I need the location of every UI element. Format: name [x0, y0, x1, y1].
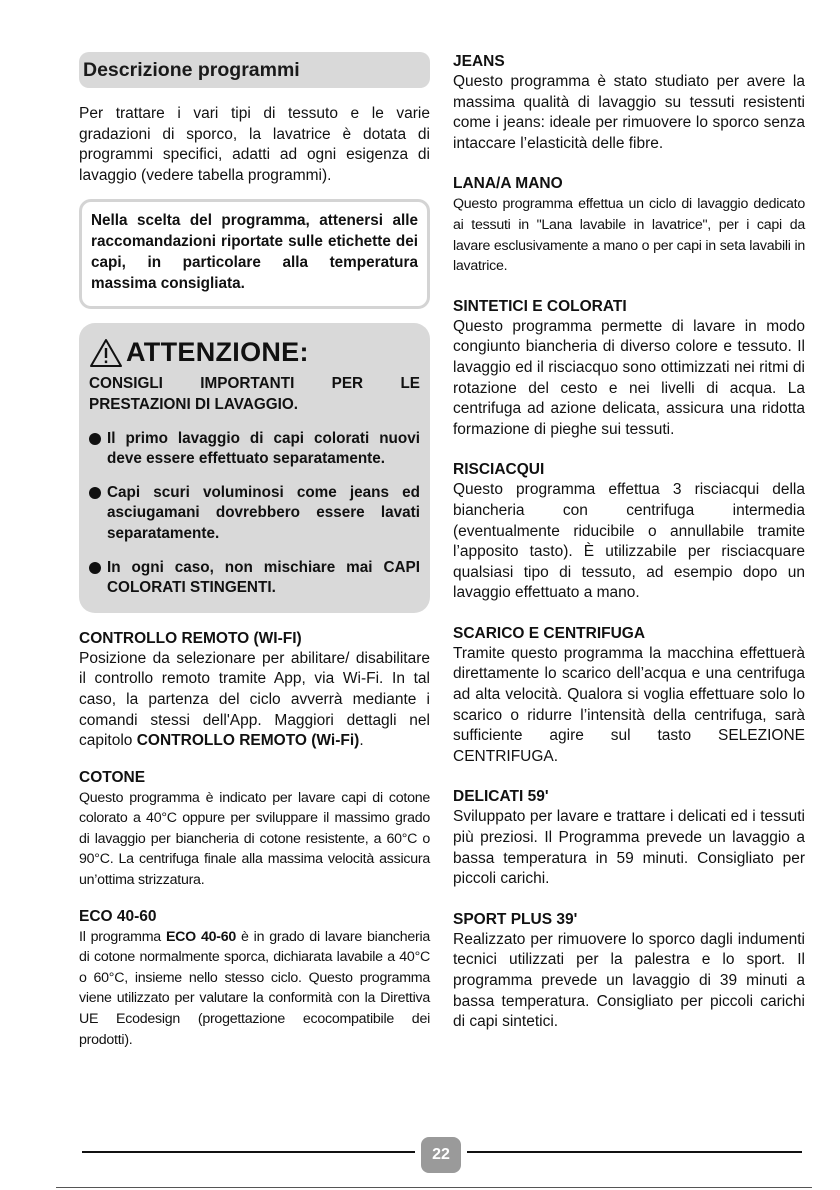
program-title: RISCIACQUI	[453, 461, 545, 479]
warning-item	[89, 483, 420, 545]
bullet-icon	[89, 562, 101, 574]
program-sintetici	[453, 297, 805, 441]
warning-list	[89, 429, 420, 599]
program-title: SPORT PLUS 39'	[453, 910, 578, 928]
program-text: Questo programma effettua un ciclo di lavaggio dedicato ai tessuti in "Lana lavabile in lavatrice", per i capi da lavare esclusivamente a mano o per capi in seta lavabili in lavatrice.	[453, 196, 805, 275]
program-risciacqui	[453, 460, 805, 604]
program-title: LANA/A MANO	[453, 175, 563, 193]
warning-item-text: Capi scuri voluminosi come jeans ed asciugamani dovrebbero essere lavati separatamente.	[107, 483, 420, 542]
program-title: SCARICO E CENTRIFUGA	[453, 624, 646, 642]
program-jeans	[453, 52, 805, 154]
bottom-rule	[56, 1187, 812, 1188]
left-column	[79, 52, 430, 1050]
warning-triangle-icon	[89, 338, 123, 368]
left-programs	[79, 629, 430, 1051]
program-text: Posizione da selezionare per abilitare/ disabilitare il controllo remoto tramite App, via Wi-Fi. In tal caso, la partenza del ciclo avverrà mediante i comandi stessi dell'App. Maggiori dettagli nel capitolo CONTROLLO REMOTO (Wi-Fi).	[79, 649, 430, 750]
program-title: COTONE	[79, 768, 146, 786]
program-text: Questo programma è stato studiato per avere la massima qualità di lavaggio su tessuti resistenti come i jeans: ideale per rimuovere lo sporco senza intaccare l’elasticità delle fibre.	[453, 73, 805, 152]
warning-item	[89, 429, 420, 470]
program-text: Questo programma è indicato per lavare capi di cotone colorato a 40°C oppure per sviluppare il massimo grado di lavaggio per biancheria di cotone resistente, a 60°C o 90°C. La centrifuga finale alla massima velocità assicura un’ottima strizzatura.	[79, 789, 430, 889]
program-title: SINTETICI E COLORATI	[453, 297, 627, 315]
right-column	[453, 52, 805, 1033]
note-box: Nella scelta del programma, attenersi alle raccomandazioni riportate sulle etichette dei capi, in particolare alla temperatura massima consigliata.	[79, 199, 430, 308]
program-text: Tramite questo programma la macchina effettuerà direttamente lo scarico dell’acqua e una centrifuga ad alta velocità. Qualora si voglia effettuare solo lo scarico o ridurre l’intensità della centrifuga, sarà sufficiente agire sul tasto SELEZIONE CENTRIFUGA.	[453, 644, 805, 765]
program-text: Realizzato per rimuovere lo sporco dagli indumenti tecnici utilizzati per la palestra e lo sport. Il programma prevede un lavaggio di 39 minuti a bassa temperatura. Consigliato per piccoli carichi di capi sintetici.	[453, 930, 805, 1031]
warning-box	[79, 323, 430, 613]
page-number: 22	[421, 1137, 461, 1173]
program-remote	[79, 629, 430, 752]
program-title: ECO 40-60	[79, 907, 157, 925]
program-scarico	[453, 624, 805, 768]
bullet-icon	[89, 433, 101, 445]
warning-item	[89, 558, 420, 599]
program-sport	[453, 910, 805, 1033]
program-lana	[453, 174, 805, 276]
program-eco	[79, 907, 430, 1051]
program-title: JEANS	[453, 53, 505, 70]
intro-paragraph: Per trattare i vari tipi di tessuto e le varie gradazioni di sporco, la lavatrice è dotata di programmi specifici, adatti ad ogni esigenza di lavaggio (vedere tabella programmi).	[79, 105, 430, 184]
program-text: Questo programma permette di lavare in modo congiunto biancheria di diverso colore e tessuto. Il lavaggio ed il risciacquo sono ottimizzati nei ritmi di rotazione del cesto e nei livelli di acqua. La centrifuga ad azione delicata, assicura una ridotta formazione di pieghe sui tessuti.	[453, 317, 805, 438]
program-delicati	[453, 787, 805, 889]
warning-subtitle: CONSIGLI IMPORTANTI PER LE PRESTAZIONI DI LAVAGGIO.	[89, 374, 420, 413]
section-title: Descrizione programmi	[79, 52, 430, 88]
warning-item-text: In ogni caso, non mischiare mai CAPI COLORATI STINGENTI.	[107, 558, 420, 597]
program-text: Sviluppato per lavare e trattare i delicati ed i tessuti più preziosi. Il Programma prevede un lavaggio a bassa temperatura in 59 minuti. Consigliato per piccoli carichi.	[453, 808, 805, 888]
warning-title: ATTENZIONE:	[126, 337, 309, 368]
footer-rule-left	[82, 1151, 415, 1153]
warning-header	[89, 335, 420, 371]
program-title: DELICATI 59'	[453, 788, 549, 806]
footer-rule-right	[467, 1151, 802, 1153]
program-text: Questo programma effettua 3 risciacqui della biancheria con centrifuga intermedia (eventualmente riducibile o annullabile tramite l’apposito tasto). È utilizzabile per risciacquare qualsiasi tipo di tessuto, ad esempio dopo un lavaggio effettuato a mano.	[453, 481, 805, 602]
program-text: Il programma ECO 40-60 è in grado di lavare biancheria di cotone normalmente sporca, dichiarata lavabile a 40°C o 60°C, insieme nello stesso ciclo. Questo programma viene utilizzato per valutare la conformità con la Direttiva UE Ecodesign (progettazione ecocompatibile dei prodotti).	[79, 928, 430, 1048]
program-title: CONTROLLO REMOTO (WI-FI)	[79, 629, 302, 647]
warning-item-text: Il primo lavaggio di capi colorati nuovi deve essere effettuato separatamente.	[107, 429, 420, 468]
bullet-icon	[89, 487, 101, 499]
program-cotone	[79, 768, 430, 891]
